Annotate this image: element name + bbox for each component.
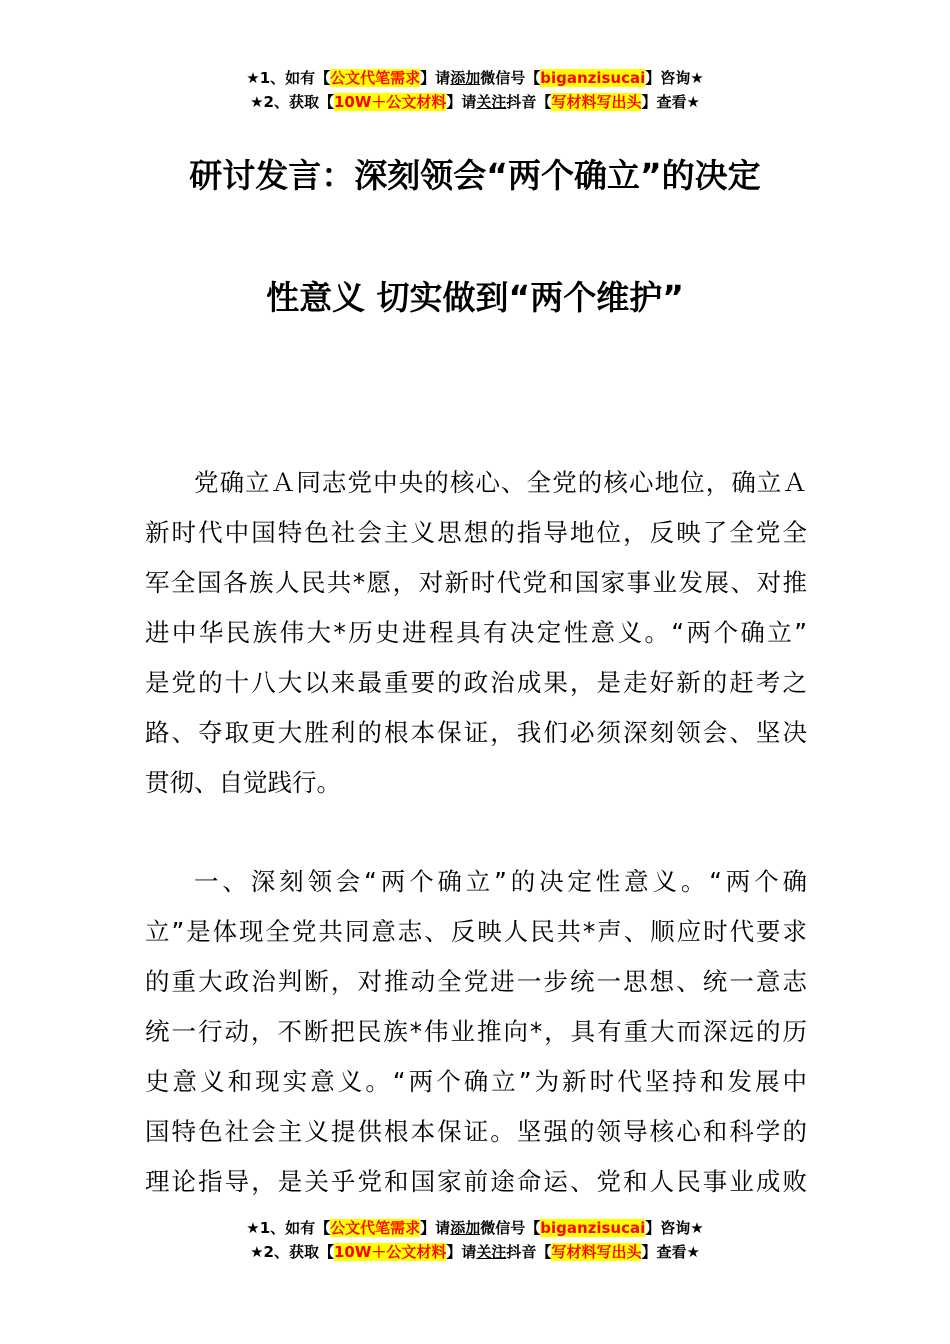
paragraph-line: 统一行动，不断把民族*伟业推向*，具有重大而深远的历 xyxy=(145,1017,807,1046)
document-title-line-1: 研讨发言：深刻领会“两个确立”的决定 xyxy=(189,156,761,195)
footer-banner xyxy=(0,1216,950,1264)
footer-line-2: ★2、获取【10W＋公文材料】请关注抖音【写材料写出头】查看★ xyxy=(250,1243,700,1261)
header-banner xyxy=(0,66,950,114)
paragraph-line: 军全国各族人民共*愿，对新时代党和国家事业发展、对推 xyxy=(145,568,807,597)
paragraph-line: 是党的十八大以来最重要的政治成果，是走好新的赶考之 xyxy=(145,668,807,697)
footer-line-1: ★1、如有【公文代笔需求】请添加微信号【biganzisucai】咨询★ xyxy=(246,1219,704,1237)
paragraph-line: 立”是体现全党共同意志、反映人民共*声、顺应时代要求 xyxy=(145,917,807,946)
paragraph-line: 一、深刻领会“两个确立”的决定性意义。“两个确 xyxy=(194,867,807,896)
paragraph-line: 进中华民族伟大*历史进程具有决定性意义。“两个确立” xyxy=(145,618,807,647)
paragraph-line: 的重大政治判断，对推动全党进一步统一思想、统一意志 xyxy=(145,967,807,996)
paragraph-line: 新时代中国特色社会主义思想的指导地位，反映了全党全 xyxy=(145,518,807,547)
paragraph-line: 国特色社会主义提供根本保证。坚强的领导核心和科学的 xyxy=(145,1117,807,1146)
header-line-1: ★1、如有【公文代笔需求】请添加微信号【biganzisucai】咨询★ xyxy=(246,69,704,87)
paragraph-line: 贯彻、自觉践行。 xyxy=(145,768,341,797)
document-title-line-2: 性意义 切实做到“两个维护” xyxy=(266,278,684,317)
paragraph-line: 党确立Ａ同志党中央的核心、全党的核心地位，确立Ａ xyxy=(194,468,807,497)
paragraph-line: 路、夺取更大胜利的根本保证，我们必须深刻领会、坚决 xyxy=(145,718,807,747)
paragraph-line: 史意义和现实意义。“两个确立”为新时代坚持和发展中 xyxy=(145,1067,807,1096)
paragraph-line: 理论指导，是关乎党和国家前途命运、党和人民事业成败 xyxy=(145,1167,807,1196)
header-line-2: ★2、获取【10W＋公文材料】请关注抖音【写材料写出头】查看★ xyxy=(250,93,700,111)
